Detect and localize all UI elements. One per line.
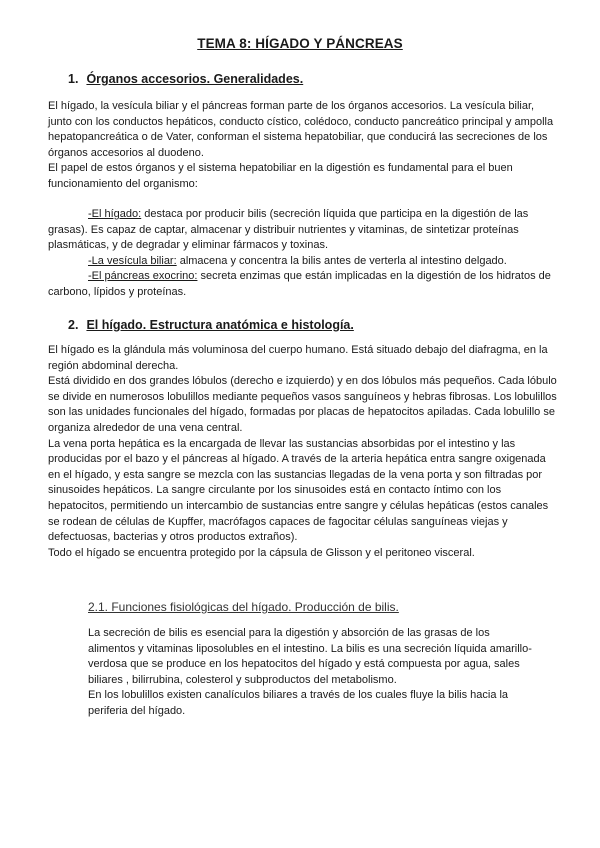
section-2-paragraph: Está dividido en dos grandes lóbulos (derecho e izquierdo) y en dos lóbulos más pequeños. Cada lóbulo se divide en numerosos lobulillos mediante pequeños vasos sanguíneos y hebras fibrosas. Los lobulillos son las unidades funcionales del hígado, formadas por placas de hepatocitos apiladas. Cada lobulillo se organiza alrededor de una vena central. — [48, 375, 557, 434]
organ-text: almacena y concentra la bilis antes de verterla al intestino delgado. — [176, 254, 507, 267]
section-2-heading — [68, 318, 354, 332]
organ-item-gallbladder — [48, 254, 558, 270]
subsection-2-1-heading: 2.1. Funciones fisiológicas del hígado. Producción de bilis. — [88, 600, 399, 614]
section-2-number: 2. — [68, 318, 79, 332]
organ-text: secreta enzimas que están implicadas en la digestión de los hidratos de carbono, lípidos y proteínas. — [48, 270, 551, 298]
section-1-title: Órganos accesorios. Generalidades. — [86, 72, 304, 86]
section-2-body — [48, 343, 558, 561]
organ-label: -El hígado: — [88, 208, 142, 220]
intro-paragraph: El papel de estos órganos y el sistema hepatobiliar en la digestión es fundamental para el buen funcionamiento del organismo: — [48, 162, 513, 190]
organ-text: destaca por producir bilis (secreción líquida que participa en la digestión de las grasas). Es capaz de captar, almacenar y distribuir nutrientes y vitaminas, de sintetizar proteínas plasmáticas, y de degradar y eliminar fármacos y toxinas. — [48, 208, 529, 252]
section-1-heading — [68, 72, 303, 86]
section-2-paragraph: La vena porta hepática es la encargada de llevar las sustancias absorbidas por el intestino y las producidas por el bazo y el páncreas al hígado. A través de la arteria hepática entra sangre oxigenada en el hígado, y esta sangre se mezcla con las sustancias llegadas de la vena porta y son filtradas por sinusoides hepáticos. La sangre circulante por los sinusoides está en contacto íntimo con los hepatocitos, permitiendo un intercambio de sustancias entre sangre y células hepáticas (estos canales se rodean de células de Kupffer, macrófagos capaces de fagocitar células sanguíneas viejas y defectuosas, bacterias y otros productos extraños). — [48, 437, 549, 544]
subsection-paragraph: En los lobulillos existen canalículos biliares a través de los cuales fluye la bilis hacia la periferia del hígado. — [88, 689, 509, 717]
section-2-paragraph: El hígado es la glándula más voluminosa del cuerpo humano. Está situado debajo del diafragma, en la región abdominal derecha. — [48, 344, 548, 372]
organ-label: -La vesícula biliar: — [88, 254, 177, 267]
organ-item-pancreas — [48, 269, 558, 300]
subsection-2-1-body — [88, 626, 532, 720]
intro-paragraph: El hígado, la vesícula biliar y el páncreas forman parte de los órganos accesorios. La vesícula biliar, junto con los conductos hepáticos, conducto cístico, colédoco, conducto pancreático principal y ampolla hepatopancreática o de Vater, conforman el sistema hepatobiliar, que conducirá las secreciones de los órganos accesorios al duodeno. — [48, 100, 554, 159]
organ-item-liver — [48, 207, 558, 254]
section-2-paragraph: Todo el hígado se encuentra protegido por la cápsula de Glisson y el peritoneo visceral. — [48, 546, 475, 559]
organ-label: -El páncreas exocrino: — [88, 270, 198, 283]
section-2-title: El hígado. Estructura anatómica e histología. — [86, 318, 354, 332]
organs-list — [48, 207, 558, 301]
subsection-paragraph: La secreción de bilis es esencial para la digestión y absorción de las grasas de los alimentos y vitaminas liposolubles en el intestino. La bilis es una secreción líquida amarillo-verdosa que se produce en los hepatocitos del hígado y está compuesta por agua, sales biliares , bilirrubina, colesterol y subproductos del metabolismo. — [88, 627, 532, 686]
section-1-intro — [48, 99, 558, 193]
section-1-number: 1. — [68, 72, 79, 86]
page-title: TEMA 8: HÍGADO Y PÁNCREAS — [197, 36, 403, 51]
